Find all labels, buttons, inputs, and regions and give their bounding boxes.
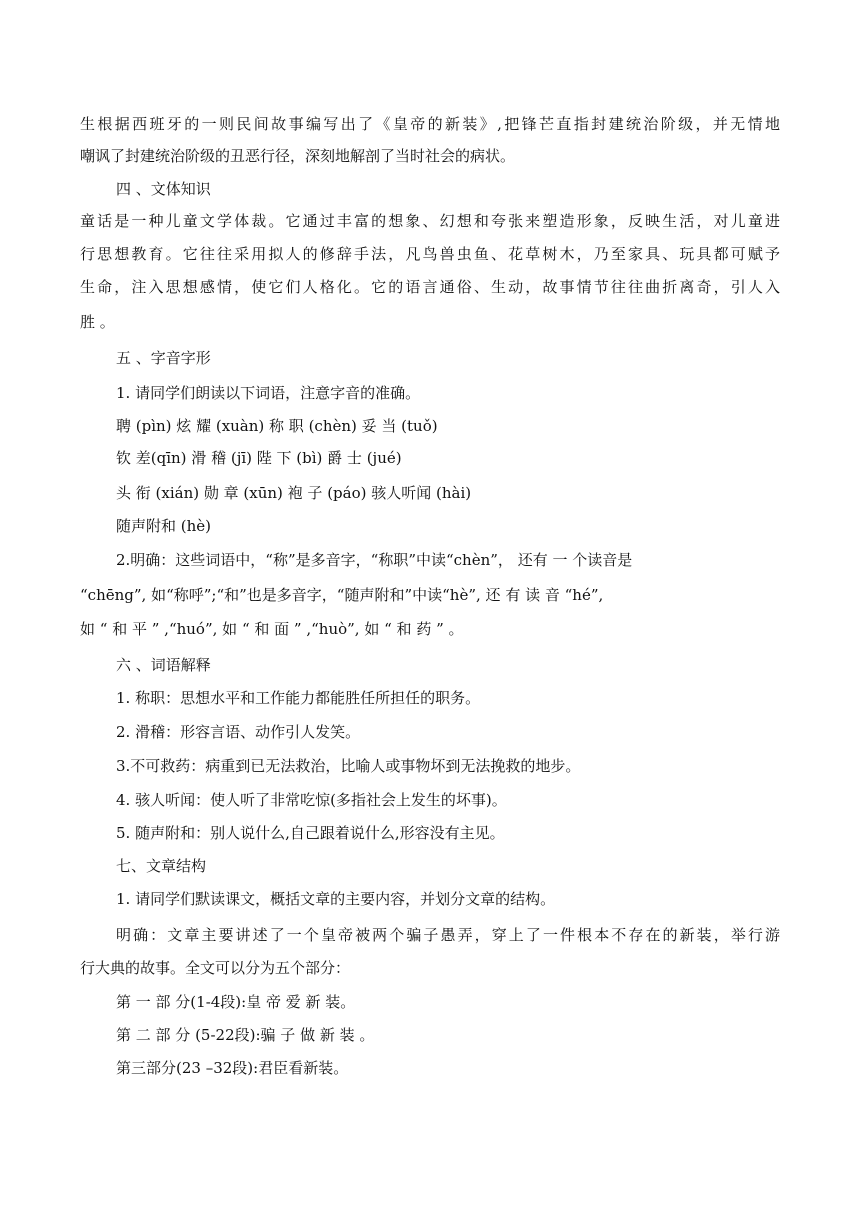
section-heading-6: 六 、词语解释	[116, 656, 211, 674]
section-heading-4: 四 、文体知识	[116, 180, 211, 198]
list-item: 1. 请同学们默读课文，概括文章的主要内容，并划分文章的结构。	[116, 890, 556, 908]
list-item: 1. 请同学们朗读以下词语，注意字音的准确。	[116, 384, 421, 402]
paragraph-line-5: 生命，注入思想感情，使它们人格化。它的语言通俗、生动，故事情节往往曲折离奇，引人入	[80, 278, 780, 296]
paragraph-line-2: 嘲讽了封建统治阶级的丑恶行径，深刻地解剖了当时社会的病状。	[80, 147, 516, 165]
pinyin-line-3: 头 衔 (xián) 勋 章 (xūn) 袍 子 (páo) 骇人听闻 (hài)	[116, 484, 472, 502]
summary-line-2: 行大典的故事。全文可以分为五个部分：	[80, 959, 351, 977]
definition-2: 2. 滑稽：形容言语、动作引人发笑。	[116, 723, 361, 741]
section-heading-5: 五 、字音字形	[116, 349, 211, 367]
definition-3: 3.不可救药：病重到已无法救治，比喻人或事物坏到无法挽救的地步。	[116, 757, 581, 775]
paragraph-line-1: 生根据西班牙的一则民间故事编写出了《皇帝的新装》,把锋芒直指封建统治阶级，并无情地	[80, 115, 780, 133]
definition-4: 4. 骇人听闻：使人听了非常吃惊(多指社会上发生的坏事)。	[116, 791, 507, 809]
explanation-line-1: 2.明确：这些词语中，“称”是多音字，“称职”中读“chèn”， 还有 一 个读音是	[116, 551, 633, 569]
structure-part-1: 第 一 部 分(1-4段):皇 帝 爱 新 装。	[116, 993, 356, 1011]
definition-1: 1. 称职：思想水平和工作能力都能胜任所担任的职务。	[116, 689, 481, 707]
pinyin-line-4: 随声附和 (hè)	[116, 517, 212, 535]
definition-5: 5. 随声附和：别人说什么,自己跟着说什么,形容没有主见。	[116, 824, 505, 842]
structure-part-2: 第 二 部 分 (5-22段):骗 子 做 新 装 。	[116, 1026, 375, 1044]
pinyin-line-1: 聘 (pìn) 炫 耀 (xuàn) 称 职 (chèn) 妥 当 (tuǒ)	[116, 417, 438, 435]
pinyin-line-2: 钦 差(qīn) 滑 稽 (jī) 陛 下 (bì) 爵 士 (jué)	[116, 449, 402, 467]
explanation-line-3: 如 “ 和 平 ” ,“huó”, 如 “ 和 面 ” ,“huò”, 如 “ 和 药 ” 。	[80, 620, 464, 638]
paragraph-line-6: 胜 。	[80, 313, 115, 331]
summary-line-1: 明确：文章主要讲述了一个皇帝被两个骗子愚弄，穿上了一件根本不存在的新装，举行游	[116, 926, 780, 944]
structure-part-3: 第三部分(23 –32段):君臣看新装。	[116, 1059, 349, 1077]
paragraph-line-4: 行思想教育。它往往采用拟人的修辞手法，凡鸟兽虫鱼、花草树木，乃至家具、玩具都可赋予	[80, 245, 780, 263]
explanation-line-2: “chēng”, 如“称呼”;“和”也是多音字，“随声附和”中读“hè”, 还 有 读 音 “hé”,	[80, 586, 604, 604]
section-heading-7: 七、文章结构	[116, 857, 207, 875]
paragraph-line-3: 童话是一种儿童文学体裁。它通过丰富的想象、幻想和夸张来塑造形象，反映生活，对儿童进	[80, 212, 780, 230]
